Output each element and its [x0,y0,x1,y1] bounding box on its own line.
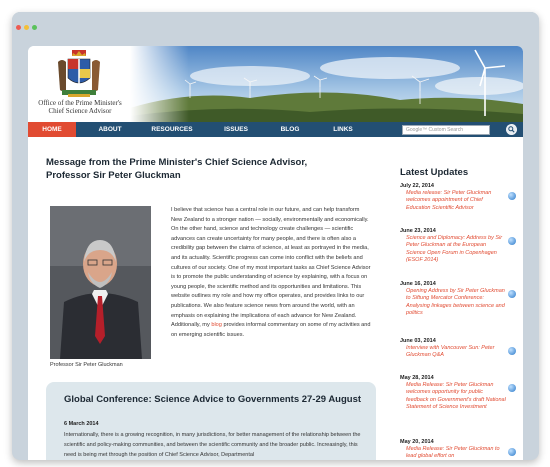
page-title: Message from the Prime Minister's Chief Science Advisor, Professor Sir Peter Gluckman [46,157,308,181]
update-item [400,228,518,264]
intro-paragraph [171,206,371,340]
nav-links[interactable]: LINKS [333,126,353,133]
update-link[interactable]: Opening Address by Sir Peter Gluckman to Siftung Mercator Conference: Analysing linkages between science and politics [406,288,505,316]
update-date: June 03, 2014 [400,338,436,344]
update-item [400,338,518,360]
update-link[interactable]: Media Release: Sir Peter Gluckman to lead global effort on [406,446,500,460]
nav-resources[interactable]: RESOURCES [151,126,193,133]
nav-about[interactable]: ABOUT [98,126,122,133]
nav-home[interactable]: HOME [28,122,76,137]
portrait-photo [50,206,151,359]
browser-window [12,12,539,460]
update-date: July 22, 2014 [400,183,434,189]
update-item [400,375,518,411]
update-date: May 20, 2014 [400,439,434,445]
external-link-icon[interactable] [508,237,516,245]
update-link[interactable]: Interview with Vancouver Sun: Peter Gluckman Q&A [406,345,495,359]
conference-date: 6 March 2014 [64,421,99,427]
intro-text: I believe that science has a central role in our future, and can help transform New Zealand to a stronger nation — socially, environmentally and economically. On the other hand, science and technology create challenges — scientific advances can create uncertainty for many people, and there is often also a credibility gap between the claims of science, at least as portrayed in the media, and its actuality. Scientific progress can come into conflict with the beliefs and cultures of our society. One of my most important tasks as Chief Science Advisor is to promote the public understanding of science by explaining, with a focus on young people, the scientific method and its opportunities and limitations. This website outlines my role and how my office operates, and provides links to our publications. We also feature science news from around the world, with an emphasis on explaining the implications of each advance for New Zealand. Additionally, my [171,207,371,329]
portrait-caption: Professor Sir Peter Gluckman [50,362,123,368]
update-link[interactable]: Media release: Sir Peter Gluckman welcomes appointment of Chief Education Scientific Advisor [406,190,492,211]
wind-farm-banner [130,46,523,122]
external-link-icon[interactable] [508,192,516,200]
external-link-icon[interactable] [508,448,516,456]
window-zoom-dot-icon[interactable] [32,25,37,30]
site-logo[interactable] [34,50,126,118]
external-link-icon[interactable] [508,347,516,355]
site-header [28,46,523,122]
external-link-icon[interactable] [508,290,516,298]
external-link-icon[interactable] [508,384,516,392]
latest-updates-title: Latest Updates [400,167,469,178]
nav-blog[interactable]: BLOG [280,126,300,133]
update-link[interactable]: Science and Diplomacy: Address by Sir Peter Gluckman at the European Science Open Forum in Copenhagen (ESOF 2014) [406,235,503,263]
main-navigation [28,122,523,137]
office-name: Office of the Prime Minister's Chief Science Advisor [38,99,122,115]
update-date: June 23, 2014 [400,228,436,234]
conference-body: Internationally, there is a growing recognition, in many jurisdictions, for better management of the relationship between the scientific and policy-making communities, and between the scientific community and the broader public. Increasingly, this need is being met through the position of Chief Science Advisor, Departmental [64,432,361,458]
search-icon[interactable] [506,124,517,135]
nav-issues[interactable]: ISSUES [224,126,248,133]
update-date: June 16, 2014 [400,281,436,287]
conference-title[interactable]: Global Conference: Science Advice to Governments 27-29 August [64,394,362,405]
update-date: May 28, 2014 [400,375,434,381]
intro-tail: provides informal commentary on some of my activities and on emerging scientific issues. [171,322,371,338]
update-item [400,439,518,460]
window-titlebar [12,12,539,40]
update-item [400,281,518,317]
update-link[interactable]: Media Release: Sir Peter Gluckman welcomes opportunity for public feedback on Government's draft National Statement of Science Investment [406,382,506,410]
window-close-dot-icon[interactable] [16,25,21,30]
blog-link[interactable]: blog [211,322,222,329]
coat-of-arms-icon [54,50,104,98]
update-item [400,183,518,212]
web-page [28,46,523,460]
window-minimize-dot-icon[interactable] [24,25,29,30]
search-input[interactable]: Google™ Custom Search [402,125,490,135]
conference-panel [46,382,376,460]
